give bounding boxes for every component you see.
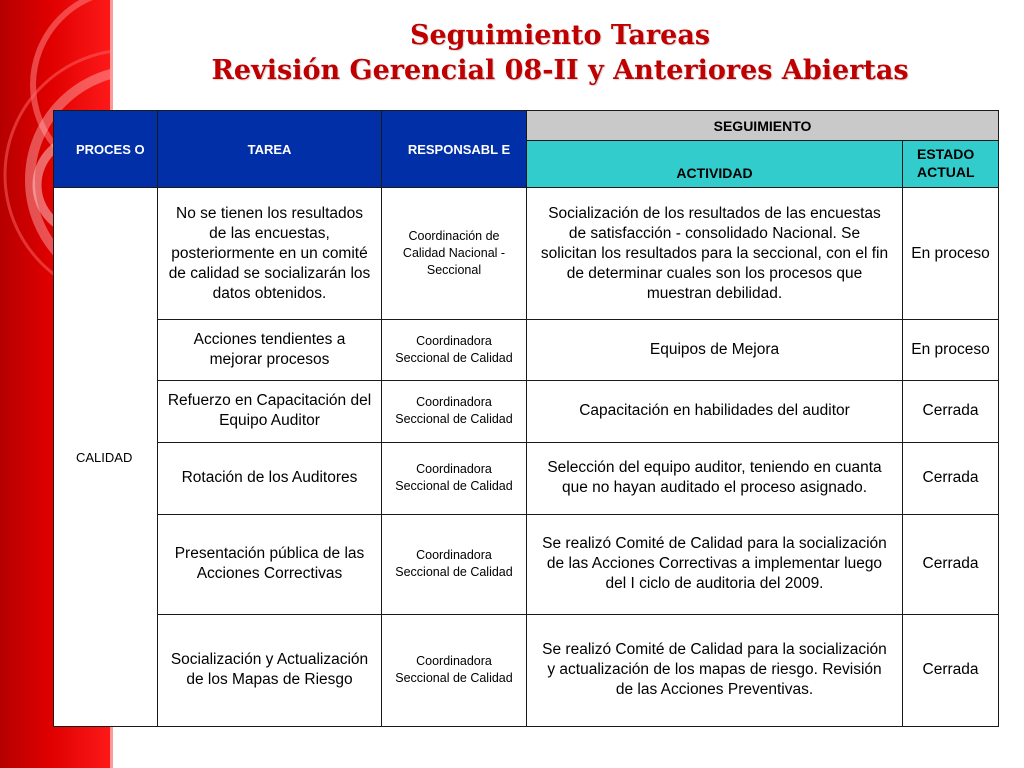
table-row [54, 381, 999, 442]
tarea-cell: Socialización y Actualización de los Mapas de Riesgo [158, 614, 382, 726]
actividad-cell: Equipos de Mejora [527, 320, 903, 381]
tarea-cell: Rotación de los Auditores [158, 442, 382, 514]
actividad-cell: Capacitación en habilidades del auditor [527, 381, 903, 442]
actividad-cell: Se realizó Comité de Calidad para la socialización y actualización de los mapas de riesgo. Revisión de las Acciones Preventivas. [527, 614, 903, 726]
header-row-1 [54, 111, 999, 141]
estado-cell: Cerrada [903, 442, 999, 514]
responsable-cell: Coordinadora Seccional de Calidad [382, 381, 527, 442]
estado-cell: Cerrada [903, 614, 999, 726]
tarea-cell: Presentación pública de las Acciones Correctivas [158, 514, 382, 614]
table-row [54, 442, 999, 514]
responsable-cell: Coordinadora Seccional de Calidad [382, 614, 527, 726]
header-estado-actual: ESTADO ACTUAL [903, 141, 999, 188]
tracking-table [53, 110, 999, 727]
estado-cell: Cerrada [903, 381, 999, 442]
slide-title [130, 18, 990, 88]
table-row [54, 614, 999, 726]
responsable-cell: Coordinadora Seccional de Calidad [382, 514, 527, 614]
title-line-2: Revisión Gerencial 08-II y Anteriores Abiertas [211, 55, 909, 86]
actividad-cell: Socialización de los resultados de las encuestas de satisfacción - consolidado Nacional. Se solicitan los resultados para la seccional, con el fin de determinar cuales son los procesos que muestran debilidad. [527, 188, 903, 320]
actividad-cell: Se realizó Comité de Calidad para la socialización de las Acciones Correctivas a implementar luego del I ciclo de auditoria del 2009. [527, 514, 903, 614]
header-actividad: ACTIVIDAD [527, 141, 903, 188]
responsable-cell: Coordinadora Seccional de Calidad [382, 442, 527, 514]
estado-cell: En proceso [903, 188, 999, 320]
estado-cell: En proceso [903, 320, 999, 381]
header-tarea: TAREA [158, 111, 382, 188]
tarea-cell: Acciones tendientes a mejorar procesos [158, 320, 382, 381]
responsable-cell: Coordinación de Calidad Nacional - Seccional [382, 188, 527, 320]
actividad-cell: Selección del equipo auditor, teniendo en cuanta que no hayan auditado el proceso asignado. [527, 442, 903, 514]
proceso-cell: CALIDAD [54, 188, 158, 727]
responsable-cell: Coordinadora Seccional de Calidad [382, 320, 527, 381]
title-line-1: Seguimiento Tareas [409, 20, 711, 51]
table-row [54, 514, 999, 614]
header-proceso: PROCES O [54, 111, 158, 188]
table-row [54, 320, 999, 381]
tarea-cell: No se tienen los resultados de las encuestas, posteriormente en un comité de calidad se socializarán los datos obtenidos. [158, 188, 382, 320]
tarea-cell: Refuerzo en Capacitación del Equipo Auditor [158, 381, 382, 442]
table-row [54, 188, 999, 320]
header-responsable: RESPONSABL E [382, 111, 527, 188]
estado-cell: Cerrada [903, 514, 999, 614]
header-seguimiento: SEGUIMIENTO [527, 111, 999, 141]
